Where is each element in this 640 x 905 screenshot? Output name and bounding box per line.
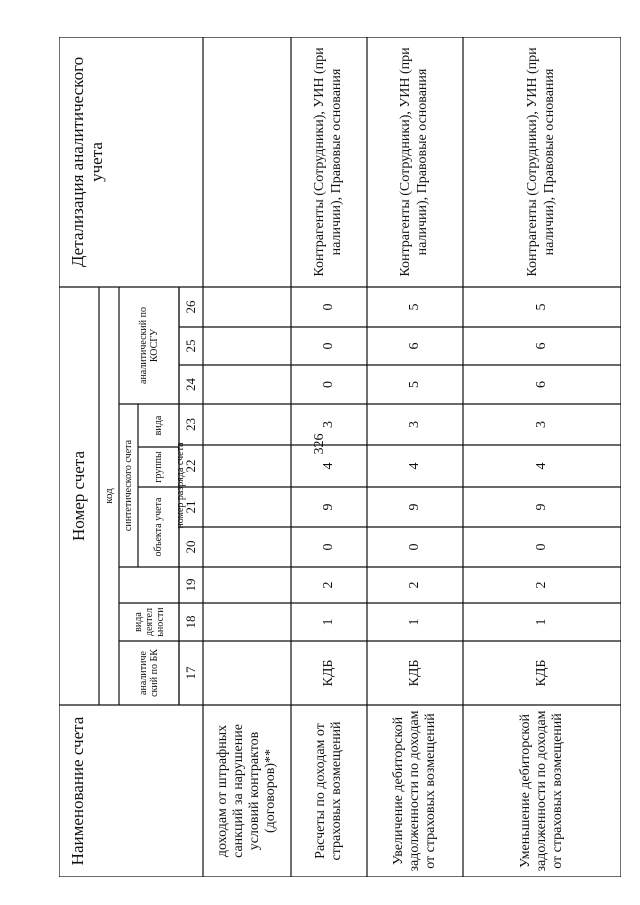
row-3-col-25: 6 bbox=[534, 342, 550, 350]
row-2-col-25: 6 bbox=[407, 342, 423, 350]
col-num-24: 24 bbox=[182, 378, 198, 391]
row-3-col-22: 4 bbox=[534, 462, 550, 470]
col-num-23: 23 bbox=[182, 418, 198, 431]
header-name: Наименование счета bbox=[68, 716, 87, 866]
row-2-col-22: 4 bbox=[407, 462, 423, 470]
header-group: группы bbox=[153, 451, 164, 483]
row-2-col-18: 1 bbox=[407, 618, 423, 626]
row-3-col-26: 5 bbox=[534, 303, 550, 311]
header-synthetic: синтетического счета bbox=[123, 439, 134, 532]
col-num-18: 18 bbox=[182, 615, 198, 629]
row-1-col-20: 0 bbox=[321, 543, 337, 551]
row-1-detail: Контрагенты (Сотрудники), УИН (при наличии), Правовые основания bbox=[312, 47, 344, 277]
row-1-col-23: 3 bbox=[321, 421, 337, 428]
header-kind: вида bbox=[153, 415, 164, 436]
header-analytic-bk: аналитиче ский по БК bbox=[138, 649, 160, 697]
row-3-col-20: 0 bbox=[534, 543, 550, 551]
header-code: код bbox=[102, 488, 115, 504]
header-analytic-kosgu: аналитический по КОСГУ bbox=[138, 307, 160, 384]
row-2-detail: Контрагенты (Сотрудники), УИН (при наличии), Правовые основания bbox=[398, 47, 430, 277]
col-num-25: 25 bbox=[182, 339, 198, 353]
row-1-col-21: 9 bbox=[321, 503, 337, 511]
col-num-22: 22 bbox=[182, 459, 198, 473]
row-2-col-23: 3 bbox=[407, 421, 423, 428]
header-digit-number: номер разряда счета bbox=[174, 442, 186, 529]
row-2-name: Увеличение дебиторской задолженности по доходам от страховых возмещений bbox=[390, 710, 439, 872]
row-3-col-23: 3 bbox=[534, 421, 550, 428]
row-3-detail: Контрагенты (Сотрудники), УИН (при наличии), Правовые основания bbox=[525, 47, 557, 277]
row-1-col-18: 1 bbox=[321, 618, 337, 626]
row-2-col-19: 2 bbox=[407, 581, 423, 589]
row-1-name: Расчеты по доходам от страховых возмещений bbox=[312, 721, 344, 861]
rotated-table bbox=[59, 37, 621, 877]
col-num-19: 19 bbox=[182, 578, 198, 592]
row-3-col-19: 2 bbox=[534, 581, 550, 589]
col-num-26: 26 bbox=[182, 300, 198, 314]
header-account-number: Номер счета bbox=[68, 451, 88, 541]
row-1-col-19: 2 bbox=[321, 581, 337, 589]
row-3-col-21: 9 bbox=[534, 503, 550, 511]
row-3-col-17: КДБ bbox=[534, 659, 550, 687]
row-1-col-25: 0 bbox=[321, 342, 337, 350]
row-1-col-17: КДБ bbox=[321, 659, 337, 687]
header-object: объекта учета bbox=[153, 497, 164, 557]
row-1-col-26: 0 bbox=[321, 303, 337, 311]
row-0-name: доходам от штрафных санкций за нарушение условий контрактов (договоров)** bbox=[214, 724, 279, 858]
row-1-col-22: 4 bbox=[321, 462, 337, 470]
header-activity-type: вида деятел ьности bbox=[132, 607, 166, 637]
col-num-20: 20 bbox=[182, 540, 198, 554]
col-num-17: 17 bbox=[182, 666, 198, 680]
col-num-21: 21 bbox=[182, 500, 198, 514]
row-2-col-17: КДБ bbox=[407, 659, 423, 687]
row-3-col-18: 1 bbox=[534, 618, 550, 626]
row-3-name: Уменьшение дебиторской задолженности по доходам от страховых возмещений bbox=[517, 710, 566, 872]
page-number: 326 bbox=[312, 433, 327, 455]
row-3-col-24: 6 bbox=[534, 381, 550, 388]
header-detail: Детализация аналитического учета bbox=[68, 56, 106, 268]
row-1-col-24: 0 bbox=[321, 381, 337, 388]
row-2-col-20: 0 bbox=[407, 543, 423, 551]
row-2-col-26: 5 bbox=[407, 303, 423, 311]
row-2-col-21: 9 bbox=[407, 503, 423, 511]
row-2-col-24: 5 bbox=[407, 381, 423, 388]
